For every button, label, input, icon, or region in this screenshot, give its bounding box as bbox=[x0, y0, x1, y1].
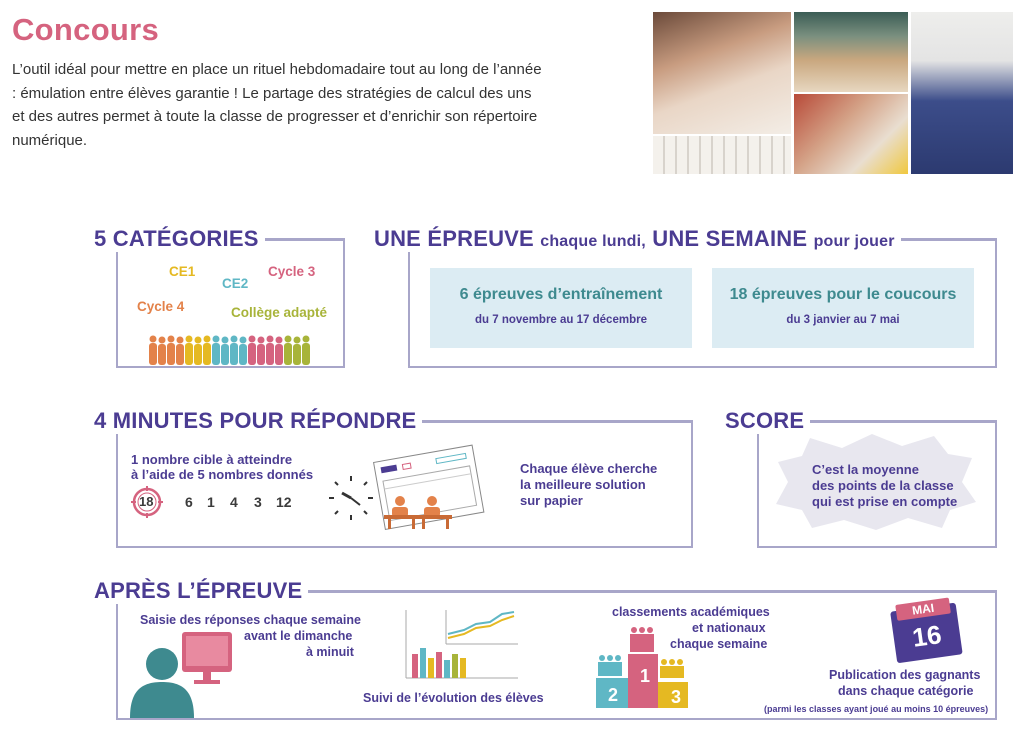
score-line-1: C’est la moyenne bbox=[812, 462, 919, 477]
score-title: SCORE bbox=[719, 408, 810, 434]
contest-card-dates: du 3 janvier au 7 mai bbox=[786, 314, 900, 326]
photo-collage bbox=[653, 12, 1013, 174]
worksheet-students-icon bbox=[370, 443, 490, 535]
given-number-1: 6 bbox=[185, 494, 193, 510]
publication-note: (parmi les classes ayant joué au moins 10 épreuves) bbox=[764, 704, 989, 714]
category-college-adapte: Collège adapté bbox=[231, 305, 328, 320]
page-title: Concours bbox=[12, 12, 160, 47]
photo-boys-tablet bbox=[794, 94, 908, 174]
category-ce1: CE1 bbox=[169, 264, 196, 279]
contest-card-title: 18 épreuves pour le coucours bbox=[729, 286, 957, 303]
ranking-text-1: classements académiques bbox=[612, 605, 770, 619]
input-text-2: avant le dimanche bbox=[244, 629, 353, 643]
intro-paragraph: L’outil idéal pour mettre en place un rituel hebdomadaire tout au long de l’année : émulation entre élèves garantie ! Le partage des stratégies de calcul des uns et des autres permet à toute la classe de progresser et d’enrichir son répertoire numérique. bbox=[12, 61, 542, 149]
category-ce2: CE2 bbox=[222, 276, 249, 291]
publication-text-2: dans chaque catégorie bbox=[838, 684, 974, 698]
category-cycle4: Cycle 4 bbox=[137, 299, 185, 314]
paper-text-1: Chaque élève cherche bbox=[520, 461, 658, 476]
ranking-text-2: et nationaux bbox=[692, 621, 766, 635]
podium-first: 1 bbox=[640, 666, 651, 686]
photo-worksheet bbox=[653, 136, 791, 174]
training-card-dates: du 7 novembre au 17 décembre bbox=[475, 314, 647, 326]
clock-icon bbox=[326, 473, 376, 523]
input-text-1: Saisie des réponses chaque semaine bbox=[140, 613, 361, 627]
given-number-2: 1 bbox=[207, 494, 215, 510]
score-line-2: des points de la classe bbox=[812, 478, 954, 493]
publication-text-1: Publication des gagnants bbox=[829, 668, 981, 682]
crowd-silhouettes-icon bbox=[148, 333, 314, 365]
progress-chart-icon bbox=[402, 608, 520, 680]
photo-boy-whiteboard bbox=[911, 12, 1013, 174]
podium-third: 3 bbox=[671, 687, 682, 707]
target-text-1: 1 nombre cible à atteindre bbox=[131, 452, 293, 467]
given-number-5: 12 bbox=[276, 494, 292, 510]
calendar-day: 16 bbox=[910, 619, 944, 653]
categories-title: 5 CATÉGORIES bbox=[88, 226, 265, 252]
photo-girl-writing bbox=[653, 12, 791, 134]
score-line-3: qui est prise en compte bbox=[812, 494, 958, 509]
contest-card bbox=[712, 268, 974, 348]
category-cycle3: Cycle 3 bbox=[268, 264, 316, 279]
given-number-4: 3 bbox=[254, 494, 262, 510]
paper-text-2: la meilleure solution bbox=[520, 477, 646, 492]
calendar-month: MAI bbox=[911, 600, 935, 618]
given-number-3: 4 bbox=[230, 494, 238, 510]
input-text-3: à minuit bbox=[306, 645, 354, 659]
after-title: APRÈS L’ÉPREUVE bbox=[88, 578, 308, 604]
followup-text: Suivi de l’évolution des élèves bbox=[363, 691, 544, 705]
schedule-title: UNE ÉPREUVE chaque lundi, UNE SEMAINE pour jouer bbox=[368, 226, 901, 252]
calendar-icon bbox=[889, 597, 962, 664]
photo-classroom bbox=[794, 12, 908, 92]
training-card-title: 6 épreuves d’entraînement bbox=[459, 286, 663, 303]
podium-second: 2 bbox=[608, 685, 619, 705]
target-number: 18 bbox=[139, 494, 154, 509]
paper-text-3: sur papier bbox=[520, 493, 583, 508]
target-text-2: à l’aide de 5 nombres donnés bbox=[131, 467, 314, 482]
ranking-text-3: chaque semaine bbox=[670, 637, 768, 651]
training-card bbox=[430, 268, 692, 348]
minutes-title: 4 MINUTES POUR RÉPONDRE bbox=[88, 408, 422, 434]
user-computer-icon bbox=[128, 632, 234, 718]
